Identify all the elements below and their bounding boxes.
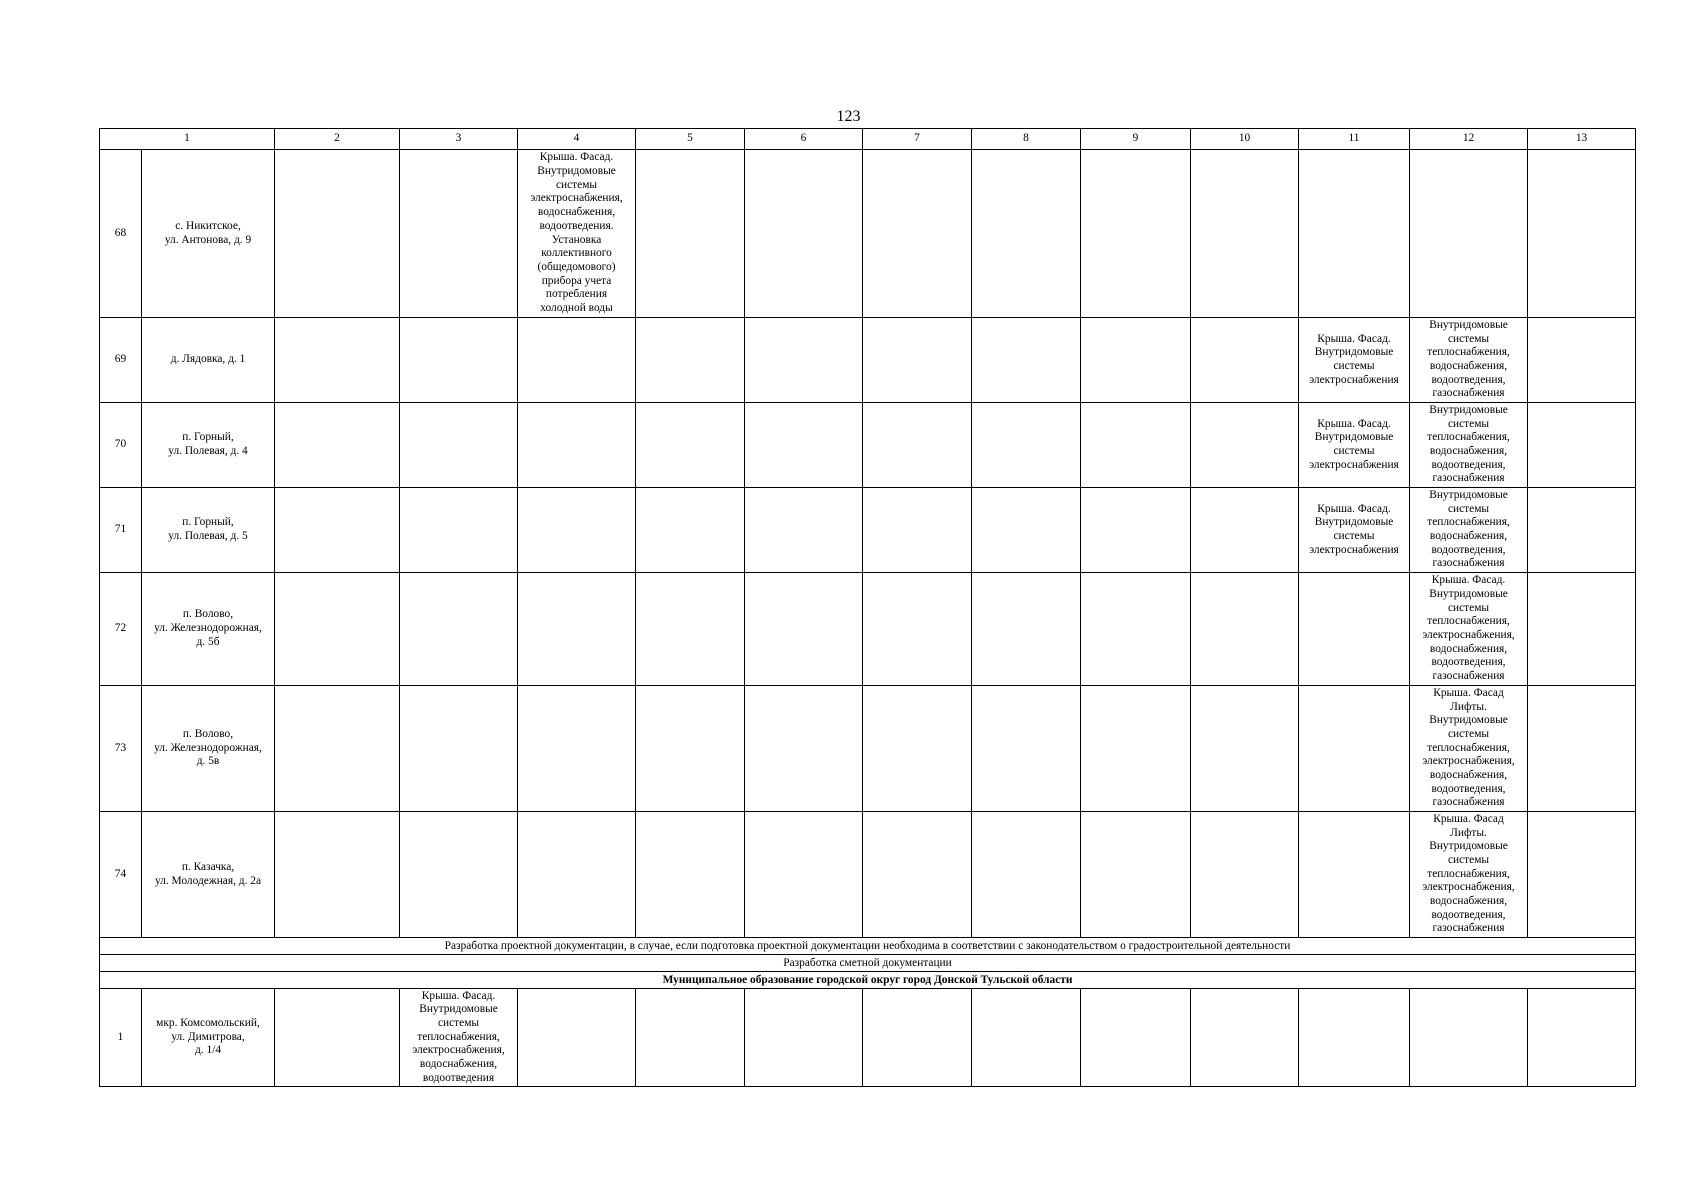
col-7-cell [863, 989, 972, 1087]
column-number: 9 [1081, 129, 1191, 150]
col-13-cell [1528, 573, 1636, 686]
col-8-cell [972, 150, 1081, 318]
address-cell-line: ул. Полевая, д. 4 [168, 445, 248, 457]
address-cell-line: п. Горный, [182, 431, 234, 444]
col-12-cell-line: Внутридомовые [1429, 714, 1508, 727]
col-12-cell-line: Внутридомовые [1429, 488, 1508, 501]
row-number [100, 686, 142, 812]
page-number: 123 [836, 108, 861, 125]
column-number: 8 [972, 129, 1081, 150]
col-11-cell-line: Внутридомовые [1314, 346, 1394, 359]
col-11-cell [1299, 812, 1410, 938]
col-12-cell-line: системы [1447, 332, 1490, 345]
col-10-cell [1191, 403, 1299, 488]
col-5-cell [636, 488, 745, 573]
col-12-cell-line: водоотведения, [1431, 782, 1506, 795]
col-8-cell [972, 812, 1081, 938]
col-3-cell [400, 686, 518, 812]
address-cell-line: п. Волово, [182, 608, 234, 621]
address-cell-line: д. 1/4 [194, 1044, 222, 1057]
col-3-cell [400, 812, 518, 938]
address-cell-line: д. 5в [196, 755, 220, 768]
row-number-line: 1 [117, 1030, 124, 1043]
col-12-cell-line: системы [1447, 727, 1490, 740]
row-number [100, 403, 142, 488]
col-4-cell [518, 686, 636, 812]
row-number-line: 72 [114, 622, 127, 635]
col-11-cell-line: электроснабжения [1309, 458, 1399, 471]
col-12-cell-line: системы [1447, 601, 1490, 614]
col-10-cell [1191, 812, 1299, 938]
col-8-cell [972, 318, 1081, 403]
col-12-cell-line: системы [1447, 502, 1490, 515]
address-cell [142, 686, 275, 812]
col-12-cell [1410, 573, 1528, 686]
row-number-line: 74 [114, 867, 127, 880]
col-3-cell [400, 989, 518, 1087]
row-number [100, 573, 142, 686]
col-7-cell [863, 150, 972, 318]
table-row [100, 403, 1636, 488]
col-8-cell [972, 488, 1081, 573]
col-10-cell [1191, 150, 1299, 318]
col-8-cell [972, 403, 1081, 488]
row-number-line: 71 [114, 523, 127, 536]
col-13-cell [1528, 989, 1636, 1087]
col-12-cell-line: газоснабжения [1432, 796, 1505, 809]
col-9-cell [1081, 812, 1191, 938]
address-cell [142, 989, 275, 1087]
col-9-cell [1081, 403, 1191, 488]
row-number [100, 812, 142, 938]
col-5-cell [636, 403, 745, 488]
row-number-line: 70 [114, 438, 127, 451]
col-5-cell [636, 686, 745, 812]
address-cell-line: п. Казачка, [181, 860, 235, 873]
table-row [100, 573, 1636, 686]
col-5-cell [636, 318, 745, 403]
repair-schedule-table [99, 128, 1636, 1087]
col-2-cell [275, 573, 400, 686]
col-12-cell-line: газоснабжения [1432, 557, 1505, 570]
col-13-cell [1528, 812, 1636, 938]
col-4-cell-line: прибора учета [541, 274, 612, 287]
col-13-cell [1528, 150, 1636, 318]
col-12-cell-line: теплоснабжения, [1427, 615, 1510, 628]
address-cell-line: ул. Железнодорожная, [154, 741, 262, 754]
column-number: 7 [863, 129, 972, 150]
col-11-cell-line: системы [1333, 445, 1375, 457]
estimate-docs-note-line: Разработка сметной документации [783, 956, 952, 969]
col-12-cell-line: газоснабжения [1432, 670, 1505, 683]
estimate-docs-note-row [100, 955, 1636, 972]
row-number [100, 488, 142, 573]
col-8-cell [972, 573, 1081, 686]
row-number-line: 68 [114, 226, 127, 239]
col-4-cell-line: потребления [545, 288, 608, 301]
col-11-cell-line: электроснабжения [1309, 543, 1399, 556]
col-11-cell-line: системы [1333, 530, 1375, 542]
address-cell-line: мкр. Комсомольский, [156, 1016, 260, 1029]
col-12-cell-line: водоснабжения, [1429, 769, 1508, 782]
row-number-line: 73 [114, 741, 127, 754]
column-number: 12 [1410, 129, 1528, 150]
col-7-cell [863, 812, 972, 938]
section-title-row [100, 972, 1636, 989]
col-2-cell [275, 488, 400, 573]
col-4-cell [518, 989, 636, 1087]
estimate-docs-note [100, 955, 1636, 972]
col-2-cell [275, 403, 400, 488]
col-12-cell-line: водоотведения, [1431, 458, 1506, 471]
col-12-cell-line: Внутридомовые [1429, 403, 1508, 416]
column-number: 3 [400, 129, 518, 150]
col-12-cell-line: теплоснабжения, [1427, 431, 1510, 444]
col-12-cell-line: водоснабжения, [1429, 642, 1508, 655]
col-6-cell [745, 403, 863, 488]
col-4-cell-line: системы [555, 178, 598, 191]
column-number: 13 [1528, 129, 1636, 150]
col-5-cell [636, 150, 745, 318]
address-cell [142, 812, 275, 938]
col-12-cell-line: водоотведения, [1431, 543, 1506, 556]
col-10-cell [1191, 318, 1299, 403]
col-3-cell-line: Крыша. Фасад. [421, 989, 496, 1002]
col-10-cell [1191, 573, 1299, 686]
col-12-cell-line: водоснабжения, [1429, 360, 1508, 372]
col-13-cell [1528, 686, 1636, 812]
col-9-cell [1081, 488, 1191, 573]
col-11-cell [1299, 573, 1410, 686]
col-12-cell-line: системы [1447, 853, 1490, 866]
col-12-cell-line: водоотведения, [1431, 656, 1506, 669]
col-11-cell-line: Крыша. Фасад. [1317, 502, 1391, 515]
col-3-cell [400, 403, 518, 488]
col-12-cell [1410, 989, 1528, 1087]
col-11-cell-line: Внутридомовые [1314, 431, 1394, 444]
col-4-cell-line: холодной воды [540, 302, 613, 315]
col-11-cell [1299, 488, 1410, 573]
column-number: 2 [275, 129, 400, 150]
col-6-cell [745, 150, 863, 318]
col-12-cell-line: газоснабжения [1432, 472, 1505, 485]
address-cell [142, 403, 275, 488]
address-cell [142, 150, 275, 318]
row-number-line: 69 [114, 353, 127, 366]
col-9-cell [1081, 318, 1191, 403]
col-2-cell [275, 150, 400, 318]
col-6-cell [745, 573, 863, 686]
col-12-cell-line: газоснабжения [1432, 922, 1505, 935]
address-cell-line: ул. Антонова, д. 9 [164, 233, 252, 246]
col-6-cell [745, 686, 863, 812]
col-12-cell-line: Лифты. [1450, 826, 1487, 839]
table-row [100, 989, 1636, 1087]
col-4-cell-line: Установка [551, 233, 602, 246]
col-11-cell [1299, 403, 1410, 488]
col-3-cell [400, 150, 518, 318]
col-10-cell [1191, 686, 1299, 812]
col-11-cell [1299, 686, 1410, 812]
col-12-cell-line: Внутридомовые [1429, 318, 1508, 331]
col-12-cell [1410, 318, 1528, 403]
col-12-cell [1410, 150, 1528, 318]
col-12-cell-line: Лифты. [1450, 700, 1487, 713]
col-12-cell [1410, 812, 1528, 938]
address-cell-line: ул. Железнодорожная, [154, 622, 262, 635]
col-4-cell-line: электроснабжения, [530, 192, 623, 205]
section-title-line: Муниципальное образование городской округ город Донской Тульской области [662, 973, 1073, 986]
address-cell-line: ул. Димитрова, [171, 1030, 245, 1043]
design-docs-note-row [100, 938, 1636, 955]
address-cell-line: д. Лядовка, д. 1 [170, 353, 246, 366]
table-row [100, 488, 1636, 573]
col-8-cell [972, 989, 1081, 1087]
address-cell-line: ул. Полевая, д. 5 [168, 530, 248, 542]
col-11-cell-line: системы [1333, 360, 1375, 372]
col-3-cell-line: теплоснабжения, [417, 1030, 500, 1043]
col-8-cell [972, 686, 1081, 812]
col-13-cell [1528, 488, 1636, 573]
col-11-cell [1299, 318, 1410, 403]
col-13-cell [1528, 403, 1636, 488]
col-11-cell-line: Внутридомовые [1314, 516, 1394, 529]
col-4-cell [518, 573, 636, 686]
col-6-cell [745, 488, 863, 573]
col-11-cell [1299, 989, 1410, 1087]
address-cell [142, 318, 275, 403]
col-3-cell-line: системы [437, 1016, 480, 1029]
col-12-cell-line: Внутридомовые [1429, 840, 1508, 853]
col-11-cell-line: Крыша. Фасад. [1317, 332, 1391, 345]
col-4-cell [518, 488, 636, 573]
column-number: 10 [1191, 129, 1299, 150]
column-number: 11 [1299, 129, 1410, 150]
address-cell-line: п. Горный, [182, 516, 234, 529]
col-3-cell-line: водоснабжения, [419, 1058, 498, 1071]
col-7-cell [863, 403, 972, 488]
col-5-cell [636, 989, 745, 1087]
address-cell [142, 573, 275, 686]
col-4-cell-line: (общедомового) [537, 260, 616, 273]
col-10-cell [1191, 989, 1299, 1087]
col-6-cell [745, 812, 863, 938]
col-12-cell-line: водоотведения, [1431, 373, 1506, 386]
column-number-row [100, 129, 1636, 150]
col-4-cell [518, 318, 636, 403]
col-7-cell [863, 573, 972, 686]
col-11-cell-line: Крыша. Фасад. [1317, 417, 1391, 430]
col-12-cell-line: электроснабжения, [1422, 629, 1515, 641]
column-number: 6 [745, 129, 863, 150]
col-4-cell-line: водоснабжения, [537, 206, 616, 219]
col-12-cell-line: теплоснабжения, [1427, 741, 1510, 754]
col-3-cell [400, 318, 518, 403]
col-6-cell [745, 318, 863, 403]
design-docs-note-line: Разработка проектной документации, в случае, если подготовка проектной документации необходима в соответствии с законодательством о градостроительной деятельности [444, 939, 1291, 952]
col-12-cell-line: газоснабжения [1432, 387, 1505, 400]
col-5-cell [636, 812, 745, 938]
col-6-cell [745, 989, 863, 1087]
col-7-cell [863, 318, 972, 403]
col-3-cell [400, 488, 518, 573]
col-2-cell [275, 686, 400, 812]
col-5-cell [636, 573, 745, 686]
col-12-cell-line: водоснабжения, [1429, 530, 1508, 542]
col-13-cell [1528, 318, 1636, 403]
col-12-cell-line: электроснабжения, [1422, 755, 1515, 768]
table-row [100, 812, 1636, 938]
col-3-cell [400, 573, 518, 686]
col-9-cell [1081, 150, 1191, 318]
row-number [100, 150, 142, 318]
col-12-cell-line: Внутридомовые [1429, 587, 1508, 600]
col-4-cell [518, 812, 636, 938]
col-9-cell [1081, 573, 1191, 686]
col-11-cell [1299, 150, 1410, 318]
col-7-cell [863, 686, 972, 812]
column-number: 5 [636, 129, 745, 150]
design-docs-note [100, 938, 1636, 955]
col-12-cell [1410, 686, 1528, 812]
column-number: 1 [100, 129, 275, 150]
col-12-cell-line: Крыша. Фасад. [1431, 574, 1506, 587]
col-4-cell [518, 150, 636, 318]
col-7-cell [863, 488, 972, 573]
col-2-cell [275, 812, 400, 938]
row-number [100, 318, 142, 403]
address-cell-line: д. 5б [196, 635, 220, 648]
col-2-cell [275, 318, 400, 403]
col-9-cell [1081, 686, 1191, 812]
col-12-cell-line: теплоснабжения, [1427, 346, 1510, 359]
col-12-cell [1410, 403, 1528, 488]
col-12-cell-line: системы [1447, 417, 1490, 430]
address-cell-line: с. Никитское, [175, 219, 241, 232]
col-12-cell [1410, 488, 1528, 573]
row-number [100, 989, 142, 1087]
col-10-cell [1191, 488, 1299, 573]
col-12-cell-line: Крыша. Фасад [1433, 686, 1504, 699]
table-row [100, 686, 1636, 812]
col-4-cell-line: Внутридомовые [537, 164, 616, 177]
col-3-cell-line: Внутридомовые [419, 1003, 498, 1016]
col-4-cell-line: водоотведения. [539, 219, 614, 232]
col-4-cell-line: коллективного [541, 247, 612, 260]
col-12-cell-line: водоснабжения, [1429, 895, 1508, 908]
col-2-cell [275, 989, 400, 1087]
table-row [100, 150, 1636, 318]
col-12-cell-line: Крыша. Фасад [1433, 812, 1504, 825]
col-4-cell [518, 403, 636, 488]
address-cell [142, 488, 275, 573]
col-12-cell-line: теплоснабжения, [1427, 867, 1510, 880]
col-12-cell-line: электроснабжения, [1422, 881, 1515, 894]
col-11-cell-line: электроснабжения [1309, 373, 1399, 386]
column-number: 4 [518, 129, 636, 150]
col-3-cell-line: электроснабжения, [412, 1044, 505, 1057]
col-12-cell-line: водоснабжения, [1429, 445, 1508, 457]
col-12-cell-line: теплоснабжения, [1427, 516, 1510, 529]
col-3-cell-line: водоотведения [422, 1071, 495, 1084]
table-row [100, 318, 1636, 403]
section-title [100, 972, 1636, 989]
col-12-cell-line: водоотведения, [1431, 908, 1506, 921]
address-cell-line: п. Волово, [182, 727, 234, 740]
address-cell-line: ул. Молодежная, д. 2а [154, 874, 262, 887]
col-9-cell [1081, 989, 1191, 1087]
col-4-cell-line: Крыша. Фасад. [539, 151, 614, 164]
